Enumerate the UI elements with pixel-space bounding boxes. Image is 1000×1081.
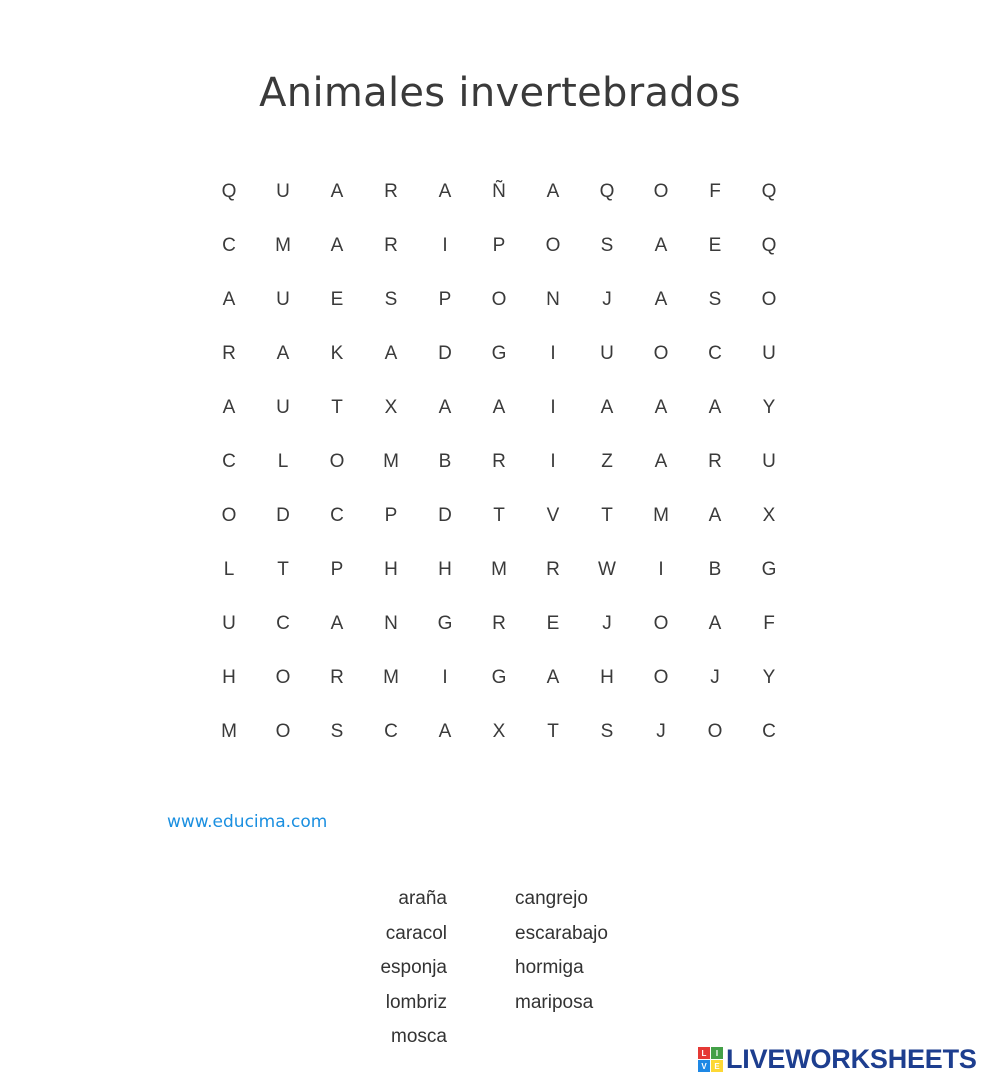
grid-letter-cell[interactable]: Q <box>761 181 777 202</box>
grid-letter-cell[interactable]: F <box>709 181 721 202</box>
grid-letter-cell[interactable]: U <box>276 397 290 418</box>
grid-letter-cell[interactable]: Q <box>221 181 237 202</box>
grid-letter-cell[interactable]: T <box>331 397 343 418</box>
grid-letter-cell[interactable]: O <box>653 343 669 364</box>
grid-letter-cell[interactable]: A <box>384 343 398 364</box>
grid-letter-cell[interactable]: F <box>763 613 775 634</box>
grid-letter-cell[interactable]: E <box>546 613 560 634</box>
grid-letter-cell[interactable]: H <box>600 667 614 688</box>
grid-letter-cell[interactable]: G <box>437 613 453 634</box>
grid-letter-cell[interactable]: O <box>275 721 291 742</box>
grid-letter-cell[interactable]: A <box>600 397 614 418</box>
grid-letter-cell[interactable]: G <box>491 343 507 364</box>
grid-letter-cell[interactable]: R <box>708 451 722 472</box>
grid-letter-cell[interactable]: U <box>222 613 236 634</box>
grid-letter-cell[interactable]: C <box>384 721 398 742</box>
grid-letter-cell[interactable]: B <box>438 451 452 472</box>
worksheet-title: Animales invertebrados <box>259 70 741 116</box>
grid-letter-cell[interactable]: A <box>222 289 236 310</box>
grid-letter-cell[interactable]: U <box>762 343 776 364</box>
grid-letter-cell[interactable]: A <box>546 181 560 202</box>
grid-letter-cell[interactable]: A <box>330 181 344 202</box>
grid-letter-cell[interactable]: J <box>602 613 612 634</box>
word-list-item: caracol <box>385 922 447 944</box>
logo-square: L <box>698 1047 710 1059</box>
grid-letter-cell[interactable]: P <box>438 289 452 310</box>
grid-letter-cell[interactable]: A <box>708 505 722 526</box>
grid-letter-cell[interactable]: I <box>550 343 556 364</box>
grid-letter-cell[interactable]: O <box>653 667 669 688</box>
grid-letter-cell[interactable]: U <box>276 289 290 310</box>
grid-letter-cell[interactable]: J <box>710 667 720 688</box>
grid-letter-cell[interactable]: P <box>330 559 344 580</box>
grid-letter-cell[interactable]: P <box>384 505 398 526</box>
grid-letter-cell[interactable]: M <box>491 559 507 580</box>
word-list-right <box>515 884 608 1022</box>
grid-letter-cell[interactable]: S <box>600 721 614 742</box>
grid-letter-cell[interactable]: O <box>707 721 723 742</box>
logo-square: I <box>711 1047 723 1059</box>
grid-letter-cell[interactable]: K <box>330 343 344 364</box>
grid-letter-cell[interactable]: D <box>438 343 452 364</box>
grid-letter-cell[interactable]: Ñ <box>492 181 506 202</box>
grid-letter-cell[interactable]: A <box>222 397 236 418</box>
word-search-grid[interactable] <box>202 165 796 759</box>
grid-letter-cell[interactable]: E <box>708 235 722 256</box>
grid-letter-cell[interactable]: E <box>330 289 344 310</box>
grid-letter-cell[interactable]: R <box>492 613 506 634</box>
grid-letter-cell[interactable]: R <box>546 559 560 580</box>
word-list-item: mariposa <box>515 991 594 1013</box>
grid-letter-cell[interactable]: W <box>598 559 616 580</box>
grid-letter-cell[interactable]: T <box>547 721 559 742</box>
grid-letter-cell[interactable]: U <box>276 181 290 202</box>
grid-letter-cell[interactable]: D <box>438 505 452 526</box>
grid-letter-cell[interactable]: Y <box>762 667 776 688</box>
grid-letter-cell[interactable]: O <box>221 505 237 526</box>
grid-letter-cell[interactable]: C <box>330 505 344 526</box>
grid-letter-cell[interactable]: G <box>761 559 777 580</box>
grid-letter-cell[interactable]: A <box>708 397 722 418</box>
grid-letter-cell[interactable]: S <box>708 289 722 310</box>
grid-letter-cell[interactable]: C <box>708 343 722 364</box>
grid-letter-cell[interactable]: T <box>493 505 505 526</box>
grid-letter-cell[interactable]: X <box>492 721 506 742</box>
grid-letter-cell[interactable]: H <box>222 667 236 688</box>
grid-letter-cell[interactable]: R <box>330 667 344 688</box>
grid-letter-cell[interactable]: N <box>546 289 560 310</box>
grid-letter-cell[interactable]: S <box>330 721 344 742</box>
grid-letter-cell[interactable]: A <box>654 451 668 472</box>
grid-letter-cell[interactable]: A <box>276 343 290 364</box>
word-list-item: hormiga <box>515 957 584 978</box>
word-list-item: esponja <box>380 957 447 978</box>
grid-letter-cell[interactable]: P <box>492 235 506 256</box>
grid-letter-cell[interactable]: I <box>550 397 556 418</box>
grid-letter-cell[interactable]: O <box>653 613 669 634</box>
grid-letter-cell[interactable]: H <box>384 559 398 580</box>
logo-square: E <box>711 1060 723 1072</box>
word-list-item: escarabajo <box>515 922 608 944</box>
grid-letter-cell[interactable]: O <box>491 289 507 310</box>
grid-letter-cell[interactable]: O <box>329 451 345 472</box>
grid-letter-cell[interactable]: O <box>545 235 561 256</box>
grid-letter-cell[interactable]: S <box>600 235 614 256</box>
grid-letter-cell[interactable]: C <box>222 451 236 472</box>
grid-letter-cell[interactable]: S <box>384 289 398 310</box>
grid-letter-cell[interactable]: R <box>384 235 398 256</box>
grid-letter-cell[interactable]: C <box>276 613 290 634</box>
liveworksheets-brand <box>698 1044 977 1075</box>
word-list-item: lombriz <box>385 991 447 1013</box>
liveworksheets-wordmark: LIVEWORKSHEETS <box>726 1044 977 1074</box>
grid-letter-cell[interactable]: R <box>492 451 506 472</box>
grid-letter-cell[interactable]: A <box>330 613 344 634</box>
grid-letter-cell[interactable]: I <box>442 667 448 688</box>
word-list-item: mosca <box>391 1026 447 1047</box>
grid-letter-cell[interactable]: A <box>654 289 668 310</box>
grid-letter-cell[interactable]: V <box>546 505 560 526</box>
grid-letter-cell[interactable]: M <box>275 235 291 256</box>
grid-letter-cell[interactable]: C <box>222 235 236 256</box>
grid-letter-cell[interactable]: X <box>762 505 776 526</box>
grid-letter-cell[interactable]: I <box>658 559 664 580</box>
grid-letter-cell[interactable]: L <box>223 559 235 580</box>
grid-letter-cell[interactable]: I <box>550 451 556 472</box>
grid-letter-cell[interactable]: A <box>438 181 452 202</box>
word-list-item: araña <box>398 888 447 909</box>
grid-letter-cell[interactable]: A <box>438 721 452 742</box>
grid-letter-cell[interactable]: C <box>762 721 776 742</box>
grid-letter-cell[interactable]: N <box>384 613 398 634</box>
grid-letter-cell[interactable]: H <box>438 559 452 580</box>
grid-letter-cell[interactable]: J <box>656 721 666 742</box>
grid-letter-cell[interactable]: Q <box>761 235 777 256</box>
grid-letter-cell[interactable]: M <box>383 451 399 472</box>
grid-letter-cell[interactable]: T <box>277 559 289 580</box>
grid-letter-cell[interactable]: T <box>601 505 613 526</box>
grid-letter-cell[interactable]: M <box>221 721 237 742</box>
grid-letter-cell[interactable]: A <box>708 613 722 634</box>
grid-letter-cell[interactable]: M <box>653 505 669 526</box>
grid-letter-cell[interactable]: A <box>654 235 668 256</box>
grid-letter-cell[interactable]: Q <box>599 181 615 202</box>
grid-letter-cell[interactable]: A <box>654 397 668 418</box>
grid-letter-cell[interactable]: B <box>708 559 722 580</box>
grid-letter-cell[interactable]: O <box>275 667 291 688</box>
grid-letter-cell[interactable]: D <box>276 505 290 526</box>
grid-letter-cell[interactable]: A <box>438 397 452 418</box>
liveworksheets-logo-icon <box>698 1047 723 1072</box>
grid-letter-cell[interactable]: R <box>384 181 398 202</box>
grid-letter-cell[interactable]: L <box>277 451 289 472</box>
grid-letter-cell[interactable]: Z <box>601 451 613 472</box>
educima-link[interactable]: www.educima.com <box>167 812 328 832</box>
grid-letter-cell[interactable]: A <box>546 667 560 688</box>
grid-letter-cell[interactable]: U <box>762 451 776 472</box>
grid-letter-cell[interactable]: A <box>330 235 344 256</box>
grid-letter-cell[interactable]: O <box>653 181 669 202</box>
word-list-left <box>300 884 447 1057</box>
logo-square: V <box>698 1060 710 1072</box>
grid-letter-cell[interactable]: Y <box>762 397 776 418</box>
grid-letter-cell[interactable]: R <box>222 343 236 364</box>
grid-letter-cell[interactable]: X <box>384 397 398 418</box>
grid-letter-cell[interactable]: G <box>491 667 507 688</box>
grid-letter-cell[interactable]: M <box>383 667 399 688</box>
grid-letter-cell[interactable]: A <box>492 397 506 418</box>
grid-letter-cell[interactable]: J <box>602 289 612 310</box>
word-list-item: cangrejo <box>515 888 588 909</box>
grid-letter-cell[interactable]: O <box>761 289 777 310</box>
grid-letter-cell[interactable]: U <box>600 343 614 364</box>
grid-letter-cell[interactable]: I <box>442 235 448 256</box>
